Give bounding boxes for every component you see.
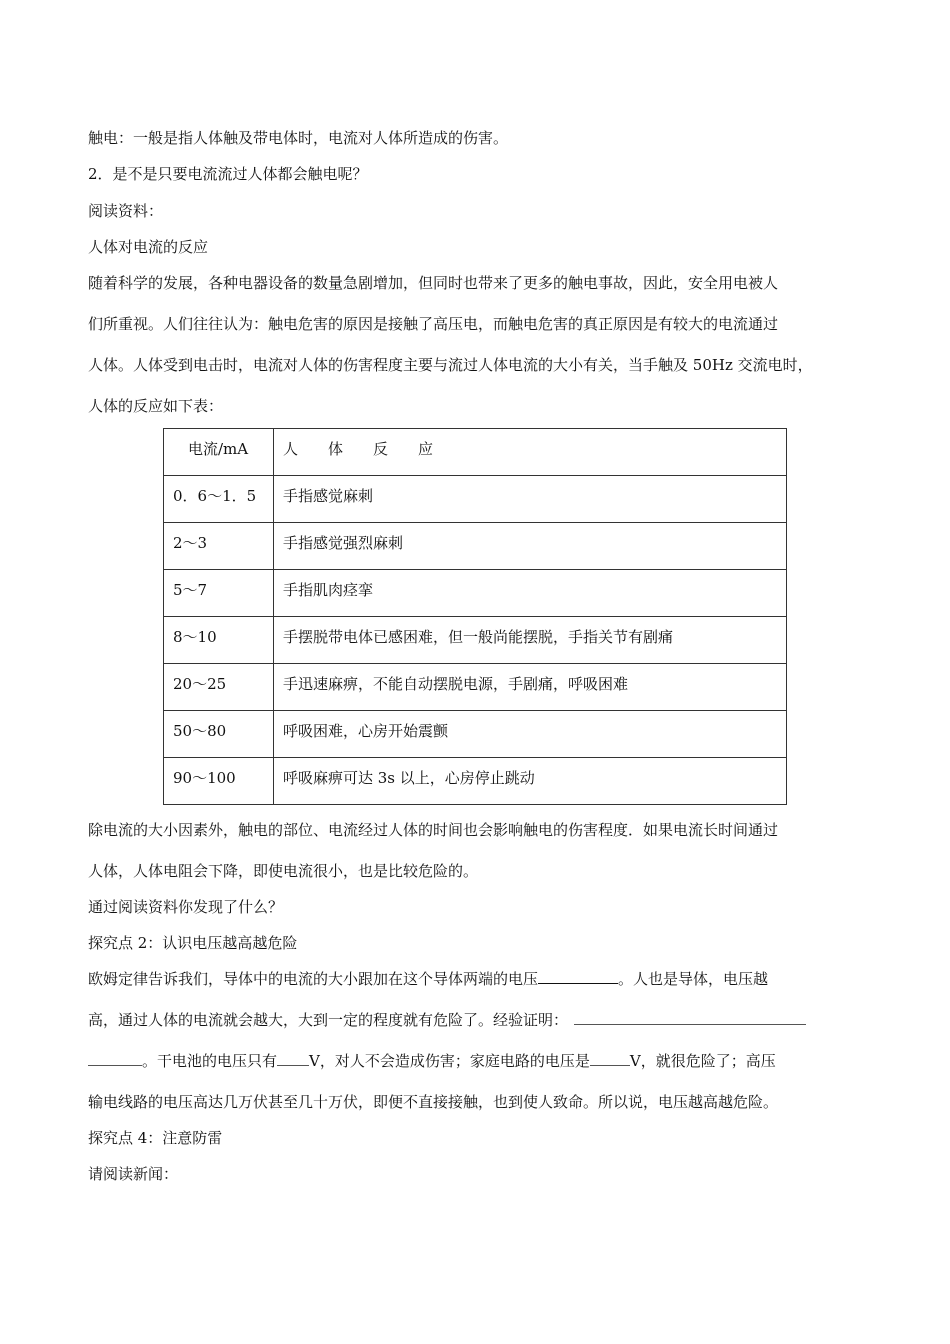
ohm-line-2-text: 高，通过人体的电流就会越大，大到一定的程度就有危险了。经验证明： [88,1011,569,1029]
cell-current: 5～7 [164,570,274,617]
article-title: 人体对电流的反应 [88,238,209,256]
table-row [164,758,787,805]
table-row [164,711,787,758]
ohm-line-1-text-a: 欧姆定律告诉我们，导体中的电流的大小跟加在这个导体两端的电压 [88,970,539,988]
cell-current: 20～25 [164,664,274,711]
cell-reaction: 呼吸困难，心房开始震颤 [274,711,787,758]
cell-reaction: 手摆脱带电体已感困难，但一般尚能摆脱，手指关节有剧痛 [274,617,787,664]
cell-current: 2～3 [164,523,274,570]
cell-reaction: 手指肌肉痉挛 [274,570,787,617]
section-4-title: 探究点 4：注意防雷 [88,1129,223,1147]
table-row [164,570,787,617]
article-line-3: 人体。人体受到电击时，电流对人体的伤害程度主要与流过人体电流的大小有关，当手触及 50Hz 交流电时， [88,356,813,374]
article-line-1: 随着科学的发展，各种电器设备的数量急剧增加，但同时也带来了更多的触电事故，因此，安全用电被人 [88,274,779,292]
answer-blank-3[interactable] [88,1051,142,1066]
table-header-row [164,429,787,476]
read-material-label: 阅读资料： [88,202,164,220]
article-line-2: 们所重视。人们往往认为：触电危害的原因是接触了高压电，而触电危害的真正原因是有较大的电流通过 [88,315,779,333]
answer-blank-battery-voltage[interactable] [277,1051,309,1066]
after-table-line-1: 除电流的大小因素外，触电的部位、电流经过人体的时间也会影响触电的伤害程度．如果电流长时间通过 [88,821,779,839]
header-reaction: 人 体 反 应 [274,429,787,476]
ohm-line-3-text-b: V，对人不会造成伤害；家庭电路的电压是 [309,1052,590,1070]
ohm-line-3-text-a: 。干电池的电压只有 [142,1052,278,1070]
ohm-line-3 [88,1051,776,1071]
answer-blank-1[interactable] [538,969,618,984]
section-2-title: 探究点 2：认识电压越高越危险 [88,934,298,952]
cell-reaction: 手指感觉强烈麻刺 [274,523,787,570]
cell-reaction: 呼吸麻痹可达 3s 以上，心房停止跳动 [274,758,787,805]
question-2: 2．是不是只要电流流过人体都会触电呢？ [88,165,368,183]
ohm-line-3-text-c: V，就很危险了；高压 [629,1052,776,1070]
cell-current: 50～80 [164,711,274,758]
ohm-line-4: 输电线路的电压高达几万伏甚至几十万伏，即便不直接接触，也到使人致命。所以说，电压越高越危险。 [88,1093,779,1111]
table-row [164,664,787,711]
answer-blank-2[interactable] [574,1010,806,1025]
ohm-line-1-text-b: 。人也是导体，电压越 [618,970,769,988]
cell-reaction: 手指感觉麻刺 [274,476,787,523]
ohm-line-2 [88,1010,806,1030]
answer-blank-household-voltage[interactable] [590,1051,630,1066]
table-row [164,523,787,570]
cell-current: 90～100 [164,758,274,805]
table-row [164,476,787,523]
cell-reaction: 手迅速麻痹，不能自动摆脱电源，手剧痛，呼吸困难 [274,664,787,711]
ohm-line-1 [88,969,768,989]
read-news-label: 请阅读新闻： [88,1165,179,1183]
question-found: 通过阅读资料你发现了什么？ [88,898,284,916]
header-current: 电流/mA [164,429,274,476]
cell-current: 0．6～1．5 [164,476,274,523]
article-line-4: 人体的反应如下表： [88,397,224,415]
current-reaction-table [163,428,787,805]
definition-text: 触电：一般是指人体触及带电体时，电流对人体所造成的伤害。 [88,129,509,147]
after-table-line-2: 人体，人体电阻会下降，即使电流很小，也是比较危险的。 [88,862,479,880]
table-row [164,617,787,664]
cell-current: 8～10 [164,617,274,664]
